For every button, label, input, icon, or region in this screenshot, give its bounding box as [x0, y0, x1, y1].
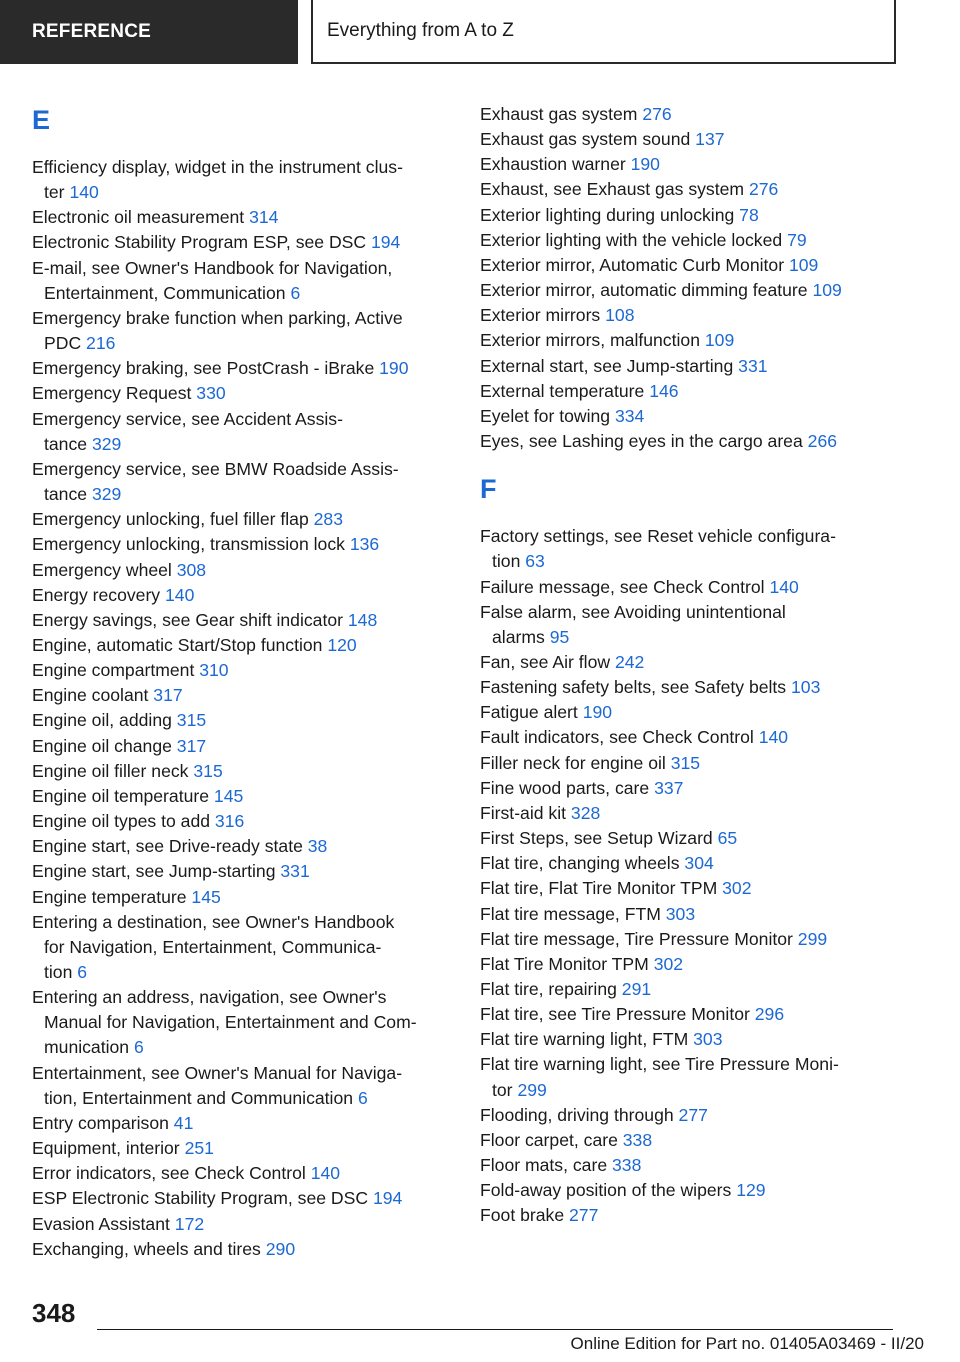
page-link[interactable]: 95	[549, 626, 570, 647]
index-entry-text: Engine oil filler neck	[32, 760, 189, 781]
page-link[interactable]: 337	[654, 777, 684, 798]
index-entry-list	[480, 524, 900, 1228]
page-link[interactable]: 315	[193, 760, 223, 781]
index-entry	[480, 177, 900, 202]
index-entry-text: tion, Entertainment and Communication	[44, 1087, 354, 1108]
page-link[interactable]: 103	[791, 677, 821, 698]
index-entry-text: Entry comparison	[32, 1112, 169, 1133]
index-entry	[32, 1061, 452, 1111]
index-entry	[480, 826, 900, 851]
index-entry	[480, 278, 900, 303]
page-link[interactable]: 78	[739, 204, 759, 225]
page-link[interactable]: 331	[280, 861, 310, 882]
page-link[interactable]: 277	[678, 1104, 708, 1125]
index-entry	[480, 675, 900, 700]
index-entry-text: Exchanging, wheels and tires	[32, 1238, 261, 1259]
index-entry-text: Flat tire, Flat Tire Monitor TPM	[480, 878, 718, 899]
index-entry-text: Eyelet for towing	[480, 405, 611, 426]
page-link[interactable]: 330	[196, 383, 226, 404]
page-link[interactable]: 328	[570, 802, 601, 823]
index-entry	[32, 784, 452, 809]
index-entry-text: Engine oil, adding	[32, 710, 172, 731]
page-link[interactable]: 299	[517, 1079, 547, 1100]
index-entry-text: Flat tire, see Tire Pressure Monitor	[480, 1004, 750, 1025]
index-entry	[32, 985, 452, 1060]
page-link[interactable]: 276	[748, 179, 779, 200]
index-entry	[480, 977, 900, 1002]
page-link[interactable]: 140	[69, 182, 99, 203]
index-entry-text: Exhaustion warner	[480, 154, 626, 175]
index-entry-text: Fold-away position of the wipers	[480, 1180, 732, 1201]
index-entry	[480, 575, 900, 600]
index-entry-text: tion	[44, 962, 73, 982]
index-entry-text: for Navigation, Entertainment, Communica-	[44, 936, 382, 957]
index-entry-text: Emergency wheel	[32, 559, 172, 580]
page-link[interactable]: 302	[722, 878, 752, 899]
page-link[interactable]: 329	[91, 433, 122, 454]
index-entry	[480, 404, 900, 429]
index-entry-text: Exhaust gas system sound	[480, 129, 691, 150]
index-entry-text: Energy savings, see Gear shift indicator	[32, 609, 343, 630]
page-link[interactable]: 338	[612, 1155, 642, 1176]
page-link[interactable]: 146	[649, 380, 679, 401]
page-link[interactable]: 277	[569, 1205, 599, 1226]
page-link[interactable]: 41	[173, 1112, 194, 1133]
page-link[interactable]: 315	[176, 710, 207, 731]
index-entry-text: First-aid kit	[480, 802, 567, 823]
index-entry-text: Engine oil temperature	[32, 785, 210, 806]
index-entry	[480, 1002, 900, 1027]
index-entry-text: Electronic oil measurement	[32, 207, 245, 228]
page-link[interactable]: 63	[525, 551, 545, 572]
index-entry-text: Fatigue alert	[480, 702, 578, 723]
index-entry	[480, 1052, 900, 1102]
index-entry-text: alarms	[492, 626, 545, 647]
index-entry	[480, 1027, 900, 1052]
index-entry	[32, 306, 452, 356]
index-entry-text: tance	[44, 484, 88, 505]
index-entry-text: Engine oil types to add	[32, 811, 211, 832]
index-entry	[32, 256, 452, 306]
index-entry-text: Error indicators, see Check Control	[32, 1163, 306, 1184]
index-entry-text: Equipment, interior	[32, 1138, 180, 1159]
page-link[interactable]: 299	[797, 928, 828, 949]
page-header	[0, 0, 960, 66]
index-column-left	[32, 102, 452, 1262]
page-link[interactable]: 266	[807, 431, 838, 452]
index-entry-text: E-mail, see Owner's Handbook for Navigation,	[32, 257, 393, 278]
index-entry	[32, 834, 452, 859]
index-entry	[480, 524, 900, 574]
index-entry	[32, 356, 452, 381]
index-entry	[480, 700, 900, 725]
index-entry	[480, 801, 900, 826]
page-link[interactable]: 302	[653, 953, 684, 974]
index-entry-text: Floor mats, care	[480, 1155, 608, 1176]
index-entry	[32, 633, 452, 658]
index-entry-text: tance	[44, 433, 88, 454]
index-entry-text: Entering a destination, see Owner's Handbook	[32, 911, 395, 932]
page-link[interactable]: 304	[684, 853, 714, 874]
page-link[interactable]: 242	[614, 651, 645, 672]
index-entry-text: Fine wood parts, care	[480, 777, 650, 798]
index-entry	[480, 1153, 900, 1178]
page-link[interactable]: 108	[605, 305, 635, 326]
index-entry-text: Electronic Stability Program ESP, see DSC	[32, 232, 367, 253]
index-entry	[32, 1212, 452, 1237]
index-entry	[32, 205, 452, 230]
index-entry	[480, 203, 900, 228]
page-link[interactable]: 251	[184, 1138, 214, 1159]
index-entry	[480, 1103, 900, 1128]
page-link[interactable]: 329	[91, 484, 122, 505]
index-entry-text: Evasion Assistant	[32, 1213, 170, 1234]
index-letter-heading: E	[32, 105, 51, 135]
index-entry	[480, 228, 900, 253]
index-entry-text: External temperature	[480, 380, 645, 401]
index-entry-text: Failure message, see Check Control	[480, 576, 765, 597]
index-entry	[32, 734, 452, 759]
index-entry	[32, 885, 452, 910]
index-entry	[32, 407, 452, 457]
index-entry	[32, 457, 452, 507]
index-entry	[32, 1161, 452, 1186]
page-link[interactable]: 140	[758, 727, 789, 748]
page-link[interactable]: 310	[199, 660, 229, 681]
index-entry-text: First Steps, see Setup Wizard	[480, 828, 713, 849]
index-entry-text: Flat tire message, FTM	[480, 903, 661, 924]
page-link[interactable]: 317	[153, 685, 183, 706]
index-entry-text: PDC	[44, 333, 82, 354]
index-entry-text: Fault indicators, see Check Control	[480, 727, 754, 748]
page-link[interactable]: 291	[621, 979, 652, 999]
page-link[interactable]: 79	[787, 229, 807, 250]
index-entry-text: Flat Tire Monitor TPM	[480, 953, 649, 974]
index-entry	[32, 608, 452, 633]
index-entry	[480, 429, 900, 454]
index-entry-text: Factory settings, see Reset vehicle configura-	[480, 526, 836, 547]
page-link[interactable]: 140	[165, 584, 195, 605]
index-column-right	[480, 102, 900, 1229]
index-entry-text: Engine coolant	[32, 685, 149, 706]
index-entry	[32, 1111, 452, 1136]
index-entry	[480, 751, 900, 776]
index-entry	[32, 1136, 452, 1161]
index-entry-text: ESP Electronic Stability Program, see DSC	[32, 1188, 369, 1209]
index-entry-text: Flat tire, repairing	[480, 979, 617, 999]
page-link[interactable]: 283	[313, 509, 343, 530]
page-link[interactable]: 296	[754, 1004, 785, 1025]
index-entry	[32, 708, 452, 733]
index-entry-text: Filler neck for engine oil	[480, 752, 666, 773]
index-entry	[480, 952, 900, 977]
page-link[interactable]: 109	[812, 280, 842, 301]
index-entry	[32, 230, 452, 255]
index-entry-text: Efficiency display, widget in the instrument clus-	[32, 157, 403, 177]
index-entry-text: Emergency Request	[32, 383, 192, 404]
index-entry-text: Eyes, see Lashing eyes in the cargo area	[480, 431, 803, 452]
page-link[interactable]: 338	[622, 1129, 653, 1150]
index-entry-text: Foot brake	[480, 1205, 565, 1226]
page-link[interactable]: 290	[265, 1238, 296, 1259]
index-entry	[32, 759, 452, 784]
index-entry	[480, 876, 900, 901]
page-link[interactable]: 308	[176, 559, 207, 580]
index-entry	[32, 683, 452, 708]
index-entry	[480, 1203, 900, 1228]
index-entry	[32, 1186, 452, 1211]
index-entry	[480, 1128, 900, 1153]
page-link[interactable]: 38	[307, 836, 328, 857]
index-entry-text: Emergency unlocking, fuel filler flap	[32, 509, 309, 530]
index-entry-text: Manual for Navigation, Entertainment and Com-	[44, 1012, 417, 1033]
page-link[interactable]: 276	[642, 104, 672, 124]
index-entry	[480, 1178, 900, 1203]
index-entry-text: Engine start, see Jump-starting	[32, 861, 276, 882]
index-entry-text: Fastening safety belts, see Safety belts	[480, 677, 787, 698]
index-entry	[32, 859, 452, 884]
index-entry-text: External start, see Jump-starting	[480, 355, 734, 376]
index-entry-text: Emergency brake function when parking, Active	[32, 307, 403, 328]
index-entry	[480, 152, 900, 177]
page-number: 348	[32, 1298, 76, 1328]
index-entry-text: Exhaust gas system	[480, 104, 638, 124]
index-entry	[480, 650, 900, 675]
index-entry-text: Emergency service, see BMW Roadside Assis-	[32, 458, 399, 479]
index-entry	[32, 910, 452, 985]
index-entry-text: False alarm, see Avoiding unintentional	[480, 601, 786, 622]
page-link[interactable]: 216	[86, 333, 116, 354]
index-entry	[480, 253, 900, 278]
page-link[interactable]: 194	[370, 232, 401, 253]
index-entry	[480, 927, 900, 952]
section-tab: REFERENCE	[0, 0, 298, 64]
index-entry-text: Exterior lighting with the vehicle locked	[480, 229, 783, 250]
index-entry	[480, 127, 900, 152]
page-link[interactable]: 190	[582, 702, 613, 723]
index-entry	[32, 507, 452, 532]
page-link[interactable]: 140	[769, 576, 799, 597]
index-entry-text: Exterior mirrors, malfunction	[480, 330, 700, 351]
page-link[interactable]: 303	[665, 903, 696, 924]
index-entry-text: Floor carpet, care	[480, 1129, 618, 1150]
page-link[interactable]: 317	[176, 735, 207, 756]
index-entry-text: Emergency unlocking, transmission lock	[32, 534, 345, 555]
index-entry-list	[480, 102, 900, 454]
index-entry-text: Emergency service, see Accident Assis-	[32, 408, 343, 429]
index-entry-list	[32, 155, 452, 1262]
index-entry-text: Emergency braking, see PostCrash - iBrake	[32, 358, 375, 379]
index-entry	[480, 328, 900, 353]
index-entry-text: munication	[44, 1037, 130, 1058]
page-link[interactable]: 190	[379, 358, 409, 379]
index-entry	[480, 102, 900, 127]
page-link[interactable]: 334	[614, 405, 645, 426]
page-link[interactable]: 109	[704, 330, 735, 351]
page-link[interactable]: 109	[788, 254, 819, 275]
page-link[interactable]: 6	[290, 282, 301, 303]
footer-divider	[97, 1329, 893, 1330]
index-entry-text: Engine oil change	[32, 735, 172, 756]
page-link[interactable]: 172	[174, 1213, 205, 1234]
page-link[interactable]: 145	[213, 785, 244, 806]
page-link[interactable]: 6	[77, 962, 88, 982]
index-entry	[32, 155, 452, 205]
index-entry-text: Exterior mirror, Automatic Curb Monitor	[480, 254, 785, 275]
page-link[interactable]: 136	[349, 534, 380, 555]
index-entry-text: Exterior mirrors	[480, 305, 601, 326]
index-letter-heading: F	[480, 474, 497, 505]
page-link[interactable]: 137	[695, 129, 725, 150]
index-entry-text: Exterior lighting during unlocking	[480, 204, 735, 225]
index-entry-text: tion	[492, 551, 521, 572]
index-entry-text: Entertainment, see Owner's Manual for Naviga-	[32, 1062, 403, 1083]
index-entry-text: Engine temperature	[32, 886, 187, 907]
index-entry-text: ter	[44, 182, 65, 203]
page-link[interactable]: 314	[249, 207, 279, 228]
page-link[interactable]: 303	[693, 1029, 723, 1050]
footer-edition: Online Edition for Part no. 01405A03469 - II/20	[570, 1334, 924, 1353]
page-link[interactable]: 65	[717, 828, 738, 849]
page-link[interactable]: 194	[372, 1188, 403, 1209]
section-title: Everything from A to Z	[311, 0, 896, 64]
page-link[interactable]: 190	[630, 154, 660, 175]
page-link[interactable]: 148	[347, 609, 378, 630]
index-entry-text: Entering an address, navigation, see Owner's	[32, 987, 387, 1008]
index-entry-text: tor	[492, 1079, 513, 1100]
index-entry-text: Flat tire, changing wheels	[480, 853, 680, 874]
index-entry	[480, 354, 900, 379]
index-entry	[32, 381, 452, 406]
index-entry-text: Flat tire message, Tire Pressure Monitor	[480, 928, 793, 949]
page-link[interactable]: 6	[357, 1087, 368, 1108]
index-entry	[480, 379, 900, 404]
index-entry-text: Flooding, driving through	[480, 1104, 674, 1125]
index-entry	[480, 303, 900, 328]
index-entry	[32, 1237, 452, 1262]
index-entry	[32, 583, 452, 608]
index-entry	[32, 658, 452, 683]
index-entry-text: Entertainment, Communication	[44, 282, 286, 303]
page-link[interactable]: 129	[736, 1180, 766, 1201]
page-link[interactable]: 140	[310, 1163, 341, 1184]
index-entry-text: Exhaust, see Exhaust gas system	[480, 179, 745, 200]
page-link[interactable]: 331	[738, 355, 768, 376]
index-entry	[32, 558, 452, 583]
index-entry-text: Engine, automatic Start/Stop function	[32, 634, 323, 655]
index-entry	[480, 600, 900, 650]
index-entry-text: Engine compartment	[32, 660, 195, 681]
index-entry	[32, 532, 452, 557]
index-entry-text: Exterior mirror, automatic dimming feature	[480, 280, 808, 301]
page-link[interactable]: 316	[214, 811, 245, 832]
index-entry	[32, 809, 452, 834]
index-entry-text: Flat tire warning light, see Tire Pressure Moni-	[480, 1054, 839, 1075]
page-link[interactable]: 315	[670, 752, 701, 773]
index-entry	[480, 851, 900, 876]
page-link[interactable]: 145	[191, 886, 221, 907]
index-entry-text: Fan, see Air flow	[480, 651, 611, 672]
index-entry-text: Energy recovery	[32, 584, 161, 605]
index-entry	[480, 902, 900, 927]
index-entry-text: Flat tire warning light, FTM	[480, 1029, 689, 1050]
page-link[interactable]: 6	[133, 1037, 144, 1058]
index-entry	[480, 725, 900, 750]
index-entry	[480, 776, 900, 801]
page-link[interactable]: 120	[327, 634, 357, 655]
index-entry-text: Engine start, see Drive-ready state	[32, 836, 303, 857]
